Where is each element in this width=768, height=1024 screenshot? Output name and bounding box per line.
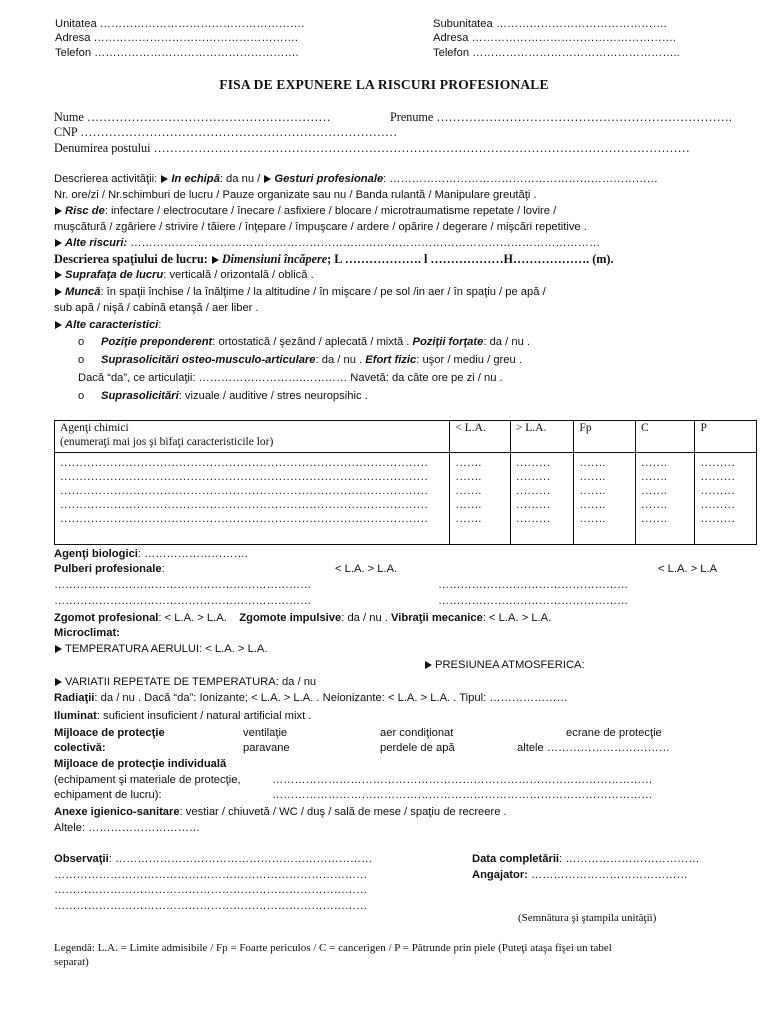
angajator-label: Angajator: [472, 869, 528, 881]
subunitatea-line: Subunitatea ………………………………………. [433, 18, 667, 30]
pozitie-options: : ortostatică / şezând / aplecată / mixtă . [212, 336, 410, 348]
pulberi-dots-right-1: …………………………………………… [438, 579, 629, 591]
pulberi-dots-right-2: …………………………………………… [438, 595, 629, 607]
observatii-line [54, 852, 372, 866]
gt-la-cell[interactable]: ……… ……… ……… ……… ……… [510, 453, 574, 545]
munca-options: : în spaţii închise / la înălţime / la altitudine / în mişcare / pe sol /in aer / în spaţiu / pe apă / [100, 286, 546, 298]
paravane-option: paravane [243, 742, 290, 754]
gesturi-dots: : ……………………………………………………………… [383, 173, 658, 185]
prenume-line: Prenume ………………………………………………………………. [390, 110, 732, 124]
efort-options: : uşor / mediu / greu . [416, 354, 522, 366]
supra-label: Suprasolicitări [101, 390, 179, 402]
vibratii-label: Vibraţii mecanice [391, 612, 483, 624]
activity-line [54, 172, 658, 186]
supra-line [101, 389, 368, 403]
echipament-dots-1: ………………………………………………………………………………………… [272, 774, 653, 786]
presiunea-line: PRESIUNEA ATMOSFERICA: [424, 658, 585, 672]
supra-osteo-options: : da / nu . [315, 354, 363, 366]
supra-osteo-line [101, 353, 522, 367]
anexe-line [54, 805, 507, 819]
arrow-icon [55, 207, 62, 215]
data-completarii-dots: : ……………………………… [559, 853, 700, 865]
header-p: P [695, 421, 757, 453]
bullet-icon: o [78, 354, 85, 366]
data-completarii-line [472, 852, 700, 866]
anexe-options: : vestiar / chiuvetă / WC / duş / sală de mese / spaţiu de recreere . [179, 806, 507, 818]
pozitii-fortate-label: Poziţii forţate [412, 336, 484, 348]
bullet-icon: o [78, 390, 85, 402]
pulberi-dots-left-1: …………………………………………………………… [54, 579, 312, 591]
bio-label: Agenţi biologici [54, 548, 138, 560]
pozitii-fortate-options: : da / nu . [483, 336, 531, 348]
echipament-line-2: echipament de lucru): [54, 789, 162, 801]
arrow-icon [55, 678, 62, 686]
risc-line-2: muşcătură / zgâriere / strivire / tăiere / înţepare / împuşcare / ardere / opărire / degerare / mişcări repetitive . [54, 221, 587, 233]
pulberi-dots-left-2: …………………………………………………………… [54, 595, 312, 607]
spatiu-line [54, 252, 614, 266]
mijloace-colectiva-label: Mijloace de protecţie [54, 727, 165, 739]
telefon-right-line: Telefon ……………………………………………….. [433, 47, 680, 59]
arrow-icon [55, 321, 62, 329]
telefon-left-line: Telefon ………………………………………………. [55, 47, 299, 59]
arrow-icon [161, 175, 168, 183]
arrow-icon [264, 175, 271, 183]
pulberi-la-left: < L.A. > L.A. [335, 563, 398, 575]
observatii-label: Observaţii [54, 853, 109, 865]
schedule-line: Nr. ore/zi / Nr.schimburi de lucru / Pauze organizate sau nu / Banda rulantă / Manipulare greutăţi . [54, 189, 537, 201]
suprafata-line [54, 268, 314, 282]
altele-line: Altele: ………………………… [54, 822, 201, 834]
c-cell[interactable]: ……. ……. ……. ……. ……. [635, 453, 695, 545]
colectiva-label: colectivă: [54, 742, 106, 754]
header-agenti [55, 421, 450, 453]
form-title: FISA DE EXPUNERE LA RISCURI PROFESIONALE [219, 77, 549, 92]
pozitie-label: Poziţie preponderent [101, 336, 213, 348]
data-completarii-label: Data completării [472, 853, 560, 865]
supra-osteo-label: Suprasolicitări osteo-musculo-articulare [101, 354, 316, 366]
dimensiuni-label: Dimensiuni încăpere [221, 252, 328, 266]
mijloace-individuala-label: Mijloace de protecţie individuală [54, 758, 227, 770]
angajator-dots: …………………………………… [527, 869, 688, 881]
header-gt-la: > L.A. [510, 421, 574, 453]
impulsive-options: : da / nu . [341, 612, 388, 624]
bullet-icon: o [78, 336, 85, 348]
activity-label: Descrierea activităţii: [54, 173, 158, 185]
post-line: Denumirea postului …………………………………………………………………………………………………………………… [54, 141, 690, 155]
risc-line [54, 204, 556, 218]
supra-options: : vizuale / auditive / stres neuropsihic . [178, 390, 368, 402]
fp-cell[interactable]: ……. ……. ……. ……. ……. [574, 453, 636, 545]
risc-label: Risc de [65, 205, 105, 217]
unitatea-line: Unitatea ………………………………………………. [55, 18, 305, 30]
suprafata-options: : verticală / orizontală / oblică . [163, 269, 314, 281]
iluminat-label: Iluminat [54, 710, 97, 722]
pozitie-line [101, 335, 530, 349]
header-fp: Fp [574, 421, 636, 453]
arrow-icon [425, 661, 432, 669]
header-agenti-title: Agenţi chimici [60, 422, 129, 434]
iluminat-line [54, 709, 311, 723]
efort-label: Efort fizic [365, 354, 417, 366]
pulberi-la-right: < L.A. > L.A [658, 563, 718, 575]
iluminat-options: : suficient insuficient / natural artificial mixt . [96, 710, 312, 722]
legenda-line-1: Legendă: L.A. = Limite admisibile / Fp = Foarte periculos / C = cancerigen / P = Pătrunde prin piele (Puteţi ataşa fişei un tabel [54, 942, 612, 954]
table-row [55, 453, 757, 545]
observatii-dots-4: ………………………………………………………………………… [54, 900, 368, 912]
munca-line-2: sub apă / nişă / cabină etanşă / aer liber . [54, 302, 259, 314]
semnatura-caption: (Semnătura şi ştampila unităţii) [518, 912, 657, 924]
dimensiuni-tail: ; L ………………. l ………………H………………. (m). [327, 252, 614, 266]
risc-options: : infectare / electrocutare / înecare / asfixiere / blocare / microtraumatisme repetate / lovire / [104, 205, 557, 217]
spatiu-label: Descrierea spaţiului de lucru: [54, 252, 208, 266]
bio-line [54, 547, 248, 561]
lt-la-cell[interactable]: ……. ……. ……. ……. ……. [450, 453, 511, 545]
angajator-line [472, 868, 688, 882]
radiatii-options: : da / nu . Dacă “da”: Ionizante; < L.A. > L.A. . Neionizante: < L.A. > L.A. . Tipul: ………………… [94, 692, 568, 704]
table-header-row [55, 421, 757, 453]
observatii-dots-3: ………………………………………………………………………… [54, 884, 368, 896]
in-echipa-label: In echipă [171, 173, 220, 185]
header-lt-la: < L.A. [450, 421, 511, 453]
alte-caracteristici-label: Alte caracteristici [65, 319, 159, 331]
ecrane-option: ecrane de protecţie [566, 727, 662, 739]
alte-riscuri-dots: ……………………………………………………………………………………………………………… [127, 237, 601, 249]
p-cell[interactable]: ……… ……… ……… ……… ……… [695, 453, 757, 545]
aer-option: aer condiţionat [380, 727, 454, 739]
anexe-label: Anexe igienico-sanitare [54, 806, 180, 818]
zgomot-line [54, 611, 551, 625]
echipament-dots-2: ………………………………………………………………………………………… [272, 789, 653, 801]
zgomot-label: Zgomot profesional [54, 612, 159, 624]
alte-riscuri-label: Alte riscuri: [65, 237, 128, 249]
perdele-option: perdele de apă [380, 742, 455, 754]
pulberi-label: Pulberi profesionale [54, 563, 162, 575]
adresa-right-line: Adresa ………………………………………………. [433, 32, 677, 44]
variatii-line: VARIATII REPETATE DE TEMPERATURA: da / nu [54, 675, 316, 689]
echipament-line-1: (echipament şi materiale de protecţie, [54, 774, 241, 786]
pulberi-line: Pulberi profesionale: [54, 563, 165, 575]
altele-colectiva: altele …………………………… [517, 742, 670, 754]
radiatii-label: Radiaţii [54, 692, 95, 704]
adresa-left-line: Adresa ………………………………………………. [55, 32, 299, 44]
ventilatie-option: ventilaţie [243, 727, 288, 739]
impulsive-label: Zgomote impulsive [239, 612, 342, 624]
cnp-line: CNP …………………………………………………………………… [54, 125, 398, 139]
alte-caracteristici-line: Alte caracteristici: [54, 318, 161, 332]
legenda-line-2: separat) [54, 956, 89, 968]
alte-riscuri-line [54, 236, 600, 250]
observatii-dots: : …………………………………………………………… [108, 853, 373, 865]
header-agenti-subtitle: (enumeraţi mai jos şi bifaţi caracteristicile lor) [60, 436, 274, 448]
nume-line: Nume …………………………………………………… [54, 110, 331, 124]
arrow-icon [55, 239, 62, 247]
arrow-icon [55, 271, 62, 279]
vibratii-options: : < L.A. > L.A. [482, 612, 552, 624]
munca-line [54, 285, 546, 299]
temperatura-line: TEMPERATURA AERULUI: < L.A. > L.A. [54, 642, 267, 656]
arrow-icon [55, 645, 62, 653]
arrow-icon [212, 256, 219, 264]
in-echipa-options: : da nu / [219, 173, 261, 185]
radiatii-line [54, 691, 568, 705]
arrow-icon [55, 288, 62, 296]
header-c: C [635, 421, 695, 453]
chemical-agents-table [54, 420, 757, 545]
suprafata-label: Suprafaţa de lucru [65, 269, 164, 281]
agent-name-cell[interactable]: …………………………………………………………………………………… …………………………………………………………………………………… …………………………………………………………………………………… …………………………………………………………………………………… …………………………………………………………………………………… [55, 453, 450, 545]
munca-label: Muncă [65, 286, 101, 298]
bio-dots: : ………………………. [137, 548, 248, 560]
articulatii-line: Dacă “da”, ce articulaţii: ……………………….………… Navetă: da câte ore pe zi / nu . [78, 372, 503, 384]
observatii-dots-2: ………………………………………………………………………… [54, 869, 368, 881]
microclimat-label: Microclimat: [54, 627, 120, 639]
zgomot-options: : < L.A. > L.A. [158, 612, 227, 624]
gesturi-label: Gesturi profesionale [274, 173, 384, 185]
